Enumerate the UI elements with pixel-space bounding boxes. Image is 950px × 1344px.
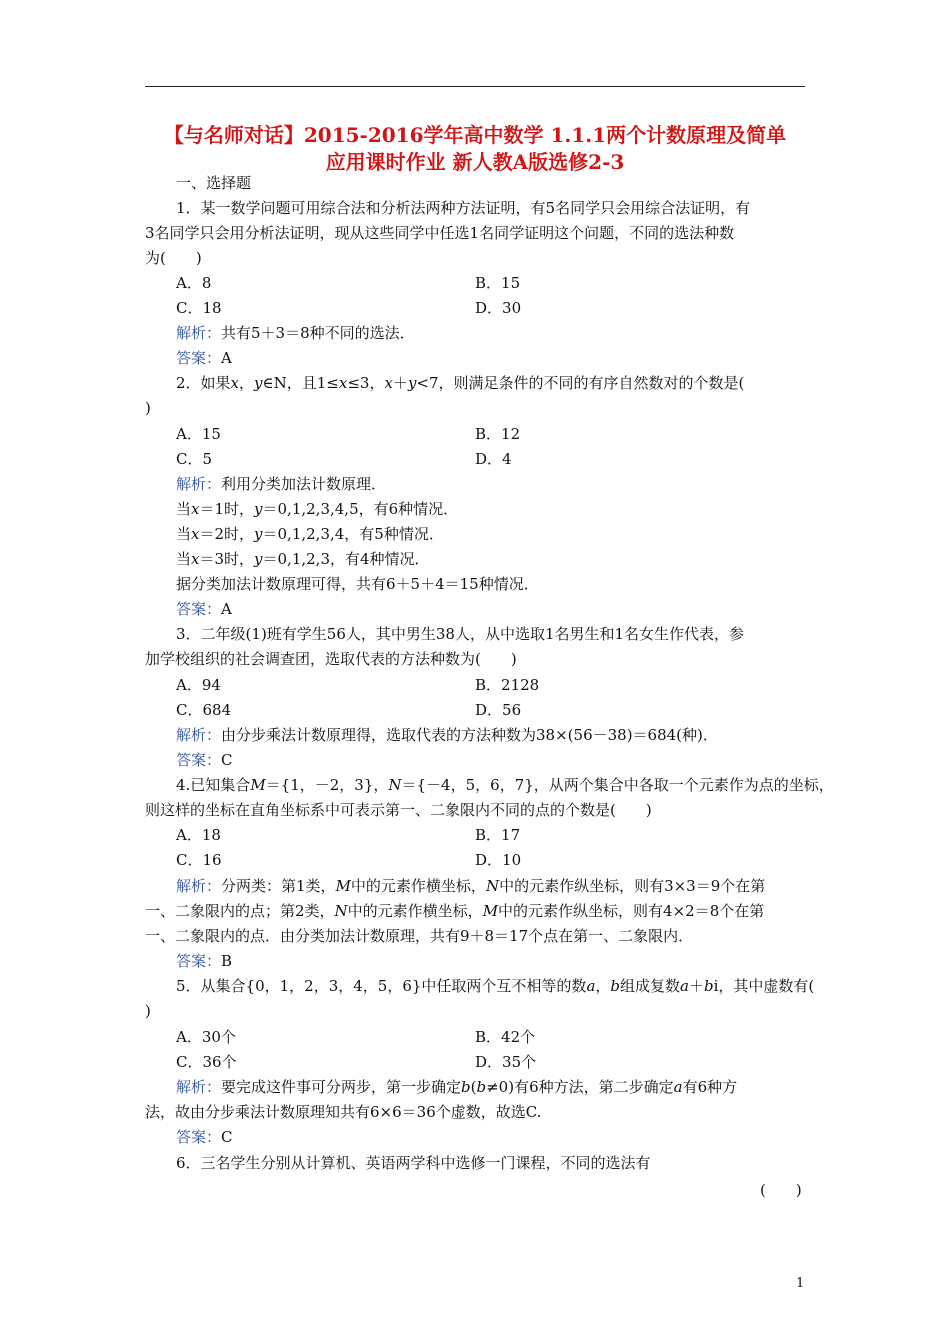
q3-answer: 答案：C — [176, 751, 233, 769]
q1-solution: 解析：共有5＋3＝8种不同的选法． — [176, 324, 415, 342]
title-line-2: 应用课时作业 新人教A版选修2-3 — [325, 150, 625, 174]
document-title — [140, 122, 810, 176]
q1-line-2: 3名同学只会用分析法证明，现从这些同学中任选1名同学证明这个问题，不同的选法种数 — [145, 224, 735, 242]
q2-solution: 解析：利用分类加法计数原理． — [176, 475, 387, 493]
q3-option-d: D．56 — [475, 701, 522, 719]
answer-label: 答案： — [176, 600, 222, 618]
q2-solution-case-1: 当x＝1时，y＝0,1,2,3,4,5，有6种情况． — [176, 500, 459, 518]
top-rule — [145, 86, 805, 87]
section-heading: 一、选择题 — [176, 174, 252, 192]
analysis-label: 解析： — [176, 726, 222, 744]
q4-solution-line-2: 一、二象限内的点；第2类，N中的元素作横坐标，M中的元素作纵坐标，则有4×2＝8个在第 — [145, 902, 765, 920]
q1-line-3: 为( ) — [145, 249, 202, 267]
q5-line-1: 5．从集合{0，1，2，3，4，5，6}中任取两个互不相等的数a，b组成复数a＋bi，其中虚数有( — [176, 977, 815, 995]
answer-label: 答案： — [176, 1128, 222, 1146]
q5-option-d: D．35个 — [475, 1053, 537, 1071]
q2-line-2: ) — [145, 399, 151, 417]
q3-option-b: B．2128 — [475, 676, 540, 694]
q3-option-c: C．684 — [176, 701, 232, 719]
q4-option-b: B．17 — [475, 826, 521, 844]
q4-option-a: A．18 — [176, 826, 221, 844]
q2-answer: 答案：A — [176, 600, 232, 618]
q4-option-c: C．16 — [176, 851, 222, 869]
q2-option-b: B．12 — [475, 425, 521, 443]
q4-line-2: 则这样的坐标在直角坐标系中可表示第一、二象限内不同的点的个数是( ) — [145, 801, 652, 819]
q1-option-a: A．8 — [176, 274, 212, 292]
q2-solution-case-3: 当x＝3时，y＝0,1,2,3，有4种情况． — [176, 550, 430, 568]
answer-label: 答案： — [176, 751, 222, 769]
title-line-1: 【与名师对话】2015-2016学年高中数学 1.1.1两个计数原理及简单 — [163, 123, 787, 147]
q5-solution-line-1: 解析：要完成这件事可分两步，第一步确定b(b≠0)有6种方法，第二步确定a有6种方 — [176, 1078, 738, 1096]
q5-line-2: ) — [145, 1002, 151, 1020]
analysis-label: 解析： — [176, 877, 222, 895]
q5-option-a: A．30个 — [176, 1028, 236, 1046]
q2-solution-case-2: 当x＝2时，y＝0,1,2,3,4，有5种情况． — [176, 525, 444, 543]
analysis-label: 解析： — [176, 1078, 222, 1096]
q5-option-b: B．42个 — [475, 1028, 536, 1046]
q4-solution-line-3: 一、二象限内的点．由分类加法计数原理，共有9＋8＝17个点在第一、二象限内． — [145, 927, 694, 945]
q6-answer-paren: ( ) — [760, 1181, 802, 1199]
q5-answer: 答案：C — [176, 1128, 233, 1146]
q4-solution-line-1: 解析：分两类：第1类，M中的元素作横坐标，N中的元素作纵坐标，则有3×3＝9个在第 — [176, 877, 766, 895]
q2-line-1: 2．如果x，y∈N，且1≤x≤3，x＋y<7，则满足条件的不同的有序自然数对的个数是( — [176, 374, 745, 392]
q4-line-1: 4.已知集合M＝{1，－2，3}，N＝{－4，5，6，7}，从两个集合中各取一个元素作为点的坐标， — [176, 776, 834, 794]
q5-option-c: C．36个 — [176, 1053, 237, 1071]
q1-option-d: D．30 — [475, 299, 522, 317]
answer-label: 答案： — [176, 349, 222, 367]
q2-option-c: C．5 — [176, 450, 213, 468]
q1-answer: 答案：A — [176, 349, 232, 367]
q3-solution: 解析：由分步乘法计数原理得，选取代表的方法种数为38×(56－38)＝684(种)． — [176, 726, 718, 744]
q4-answer: 答案：B — [176, 952, 233, 970]
q1-option-b: B．15 — [475, 274, 521, 292]
analysis-label: 解析： — [176, 475, 222, 493]
answer-label: 答案： — [176, 952, 222, 970]
q4-option-d: D．10 — [475, 851, 522, 869]
q3-line-1: 3．二年级(1)班有学生56人，其中男生38人，从中选取1名男生和1名女生作代表，参 — [176, 625, 745, 643]
analysis-label: 解析： — [176, 324, 222, 342]
q2-option-d: D．4 — [475, 450, 512, 468]
q2-solution-total: 据分类加法计数原理可得，共有6＋5＋4＝15种情况． — [176, 575, 539, 593]
q6-line-1: 6．三名学生分别从计算机、英语两学科中选修一门课程，不同的选法有 — [176, 1154, 651, 1172]
q1-option-c: C．18 — [176, 299, 222, 317]
q5-solution-line-2: 法，故由分步乘法计数原理知共有6×6＝36个虚数，故选C. — [145, 1103, 542, 1121]
page-number: 1 — [796, 1276, 805, 1291]
q3-option-a: A．94 — [176, 676, 221, 694]
q3-line-2: 加学校组织的社会调查团，选取代表的方法种数为( ) — [145, 650, 517, 668]
q2-option-a: A．15 — [176, 425, 221, 443]
q1-line-1: 1．某一数学问题可用综合法和分析法两种方法证明，有5名同学只会用综合法证明，有 — [176, 199, 751, 217]
